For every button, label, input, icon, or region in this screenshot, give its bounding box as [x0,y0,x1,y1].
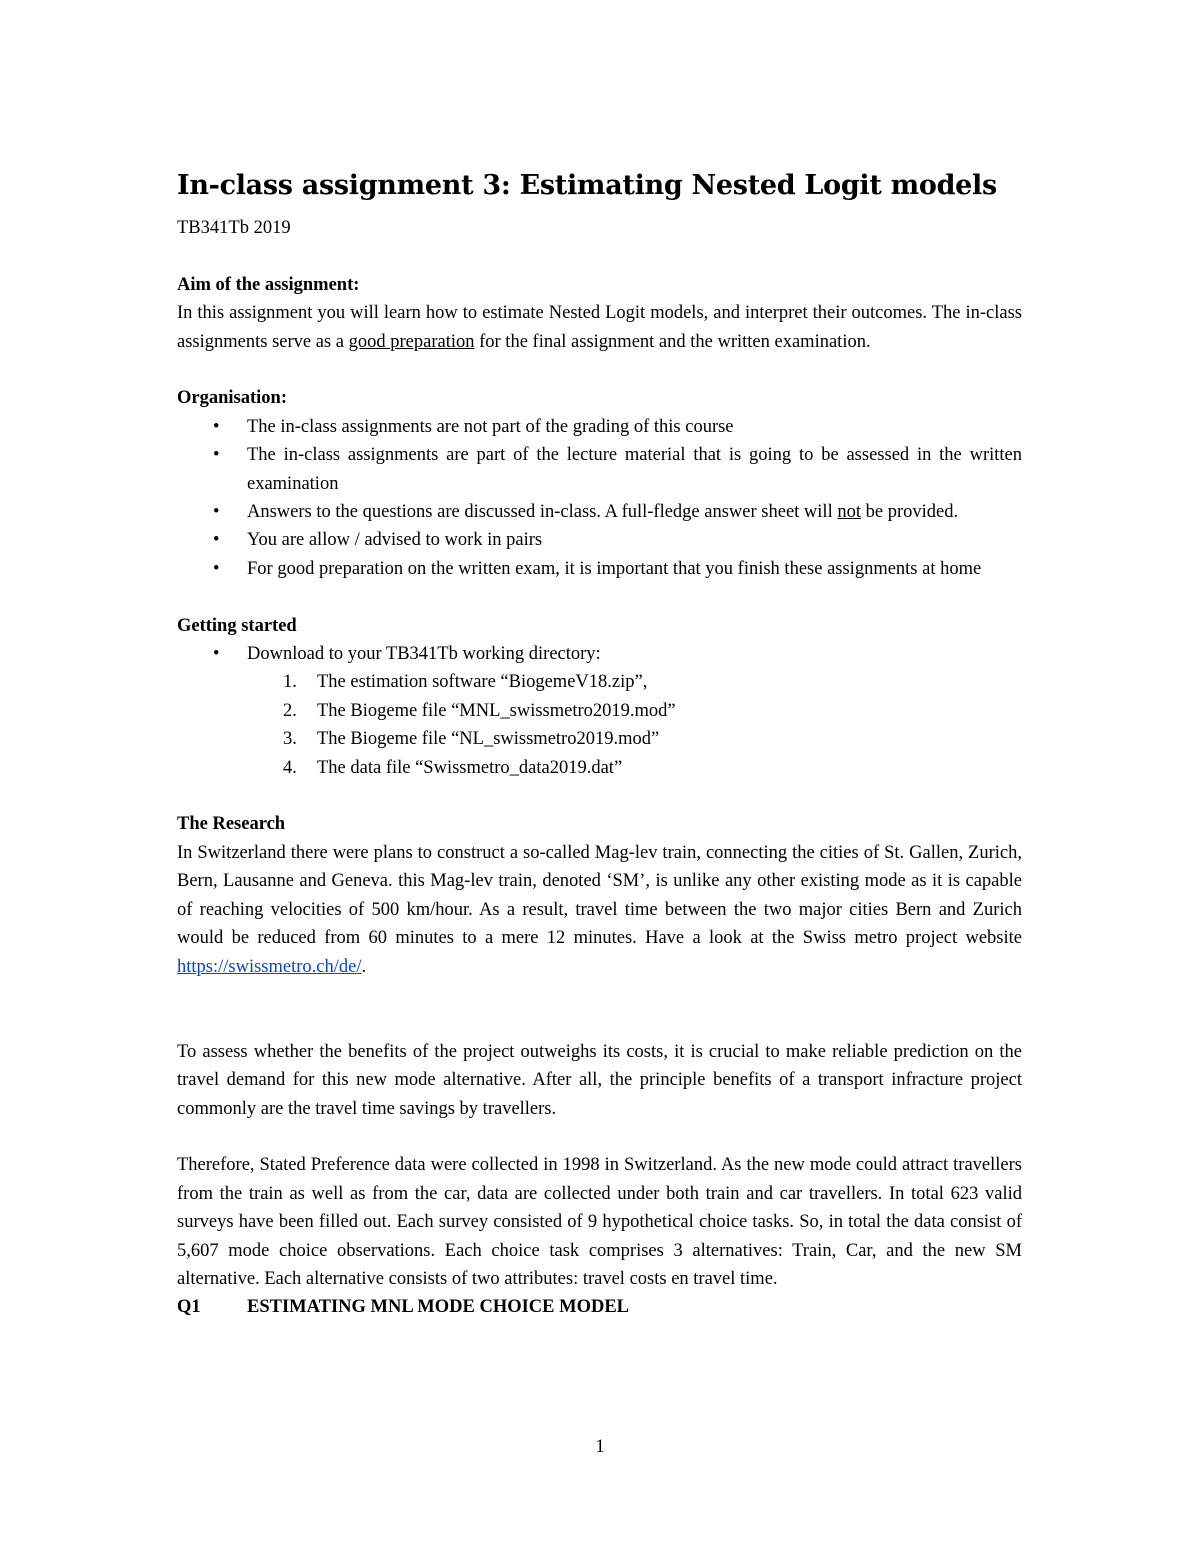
list-item [177,754,1022,782]
course-code: TB341Tb 2019 [177,218,291,238]
aim-text-after: for the final assignment and the written examination. [474,331,871,352]
list-item [177,697,1022,725]
bullet-icon: • [213,530,220,551]
swissmetro-website-link[interactable]: https://swissmetro.ch/de/ [177,956,362,977]
page-number: 1 [595,1437,605,1457]
organisation-heading: Organisation: [177,388,287,409]
page-content [177,164,1022,1322]
list-item [177,640,1022,668]
research-text-end: . [361,956,367,977]
aim-paragraph [177,299,1022,356]
download-file-list [177,668,1022,782]
question-number: Q1 [177,1297,201,1318]
bullet-icon: • [213,502,220,523]
list-item [177,498,1022,526]
list-item [177,413,1022,441]
question-heading [177,1293,1022,1321]
bullet-icon: • [213,558,220,579]
organisation-list [177,413,1022,583]
spacer [177,583,1022,611]
list-item-text: Download to your TB341Tb working directory: [247,644,601,665]
list-item-text: The in-class assignments are part of the lecture material that is going to be assessed in the written examination [247,445,1022,494]
getting-started-list [177,640,1022,668]
list-number: 1. [283,672,297,693]
aim-heading: Aim of the assignment: [177,274,360,295]
list-item-text: The Biogeme file “NL_swissmetro2019.mod” [317,729,660,750]
list-item-text: For good preparation on the written exam, it is important that you finish these assignments at home [247,558,982,579]
spacer [177,782,1022,810]
research-paragraph-2: To assess whether the benefits of the project outweighs its costs, it is crucial to make reliable prediction on the travel demand for this new mode alternative. After all, the principle benefits of a transport infracture project commonly are the travel time savings by travellers. [177,1041,1022,1119]
research-heading: The Research [177,814,286,835]
list-item-text: You are allow / advised to work in pairs [247,530,543,551]
bullet-icon: • [213,445,220,466]
list-item-text: The in-class assignments are not part of the grading of this course [247,416,734,437]
bullet-icon: • [213,644,220,665]
question-title: ESTIMATING MNL MODE CHOICE MODEL [247,1297,630,1318]
list-item-text: be provided. [860,502,959,523]
list-number: 3. [283,729,297,750]
list-item [177,725,1022,753]
list-item [177,526,1022,554]
list-number: 4. [283,757,297,778]
underlined-not: not [837,502,861,523]
list-item [177,441,1022,498]
research-paragraph-3: Therefore, Stated Preference data were collected in 1998 in Switzerland. As the new mode could attract travellers from the train as well as from the car, data are collected under both train and car travellers. In total 623 valid surveys have been filled out. Each survey consisted of 9 hypothetical choice tasks. So, in total the data consist of 5,607 mode choice observations. Each choice task comprises 3 alternatives: Train, Car, and the new SM alternative. Each alternative consists of two attributes: travel costs en travel time. [177,1155,1022,1289]
spacer [177,356,1022,384]
list-item-text: The estimation software “BiogemeV18.zip”, [317,672,648,693]
document-title: In-class assignment 3: Estimating Nested Logit models [177,170,997,201]
aim-underlined-text: good preparation [348,331,475,352]
list-number: 2. [283,700,297,721]
research-paragraph-1 [177,839,1022,981]
aim-text-before: In this assignment you will learn how to estimate Nested Logit models, and interpret their outcomes. The in-class assignments serve as a [177,303,1022,352]
getting-started-heading: Getting started [177,615,297,636]
spacer [177,981,1022,1009]
list-item-text: The Biogeme file “MNL_swissmetro2019.mod” [317,700,676,721]
spacer [177,1123,1022,1151]
list-item-text: The data file “Swissmetro_data2019.dat” [317,757,623,778]
list-item-text: Answers to the questions are discussed in-class. A full-fledge answer sheet will [247,502,838,523]
list-item [177,555,1022,583]
spacer [177,242,1022,270]
research-text: In Switzerland there were plans to construct a so-called Mag-lev train, connecting the cities of St. Gallen, Zurich, Bern, Lausanne and Geneva. this Mag-lev train, denoted ‘SM’, is unlike any other existing mode as it is capable of reaching velocities of 500 km/hour. As a result, travel time between the two major cities Bern and Zurich would be reduced from 60 minutes to a mere 12 minutes. Have a look at the Swiss metro project website [177,842,1022,949]
spacer [177,1009,1022,1037]
list-item [177,668,1022,696]
bullet-icon: • [213,416,220,437]
